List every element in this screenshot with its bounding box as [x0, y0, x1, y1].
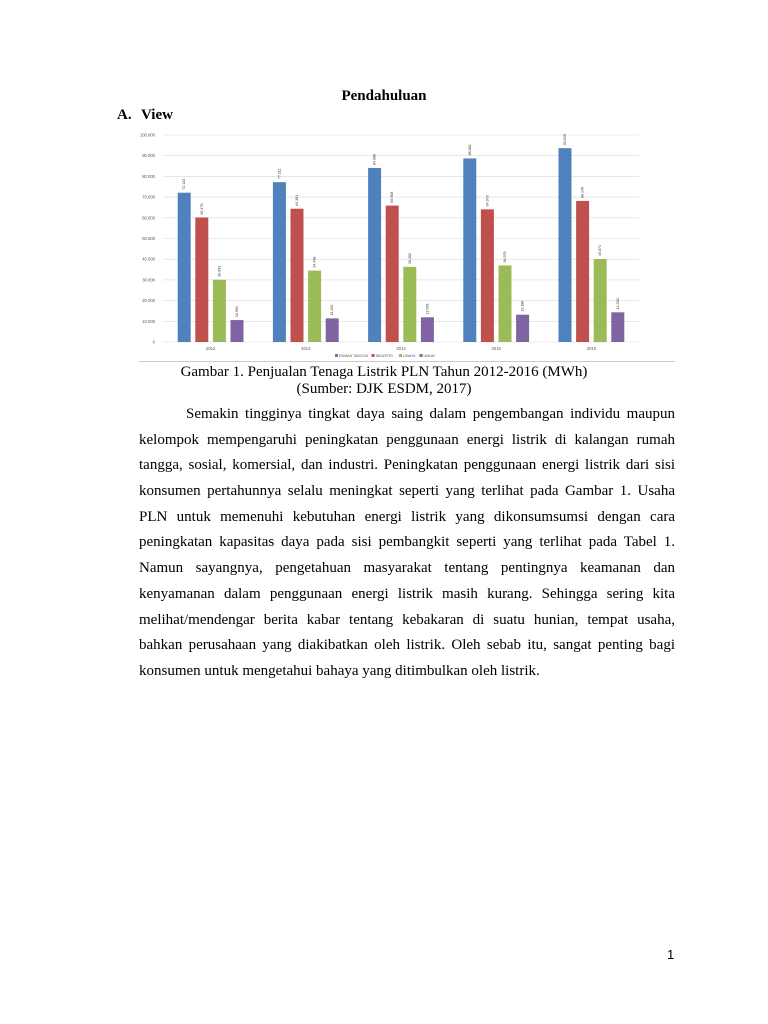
paragraph-line: Namun sayangnya, pengetahuan masyarakat tentang pentingnya keamanan dan [139, 560, 675, 577]
y-tick-label: 30.000 [142, 277, 155, 283]
data-label: 10.594 [235, 306, 239, 318]
y-tick-label: 80.000 [142, 173, 155, 179]
section-number: A. [117, 107, 132, 123]
data-label: 14.330 [615, 298, 620, 310]
chart-divider [139, 361, 675, 362]
data-label: 13.186 [520, 300, 525, 312]
bar-umum [611, 312, 624, 342]
paragraph-line: konsumen untuk mengetahui bahaya yang ditimbulkan oleh listrik. [139, 662, 540, 679]
legend-entry: RUMAH TANGGA [339, 354, 369, 358]
paragraph-line: Semakin tingginya tingkat daya saing dalam pengembangan individu maupun [186, 406, 675, 422]
y-tick-label: 20.000 [142, 298, 155, 304]
x-tick-label: 2012 [205, 346, 216, 351]
paragraph-line: bahkan perusahaan yang diakibatkan oleh listrik. Oleh sebab itu, sangat penting bagi [139, 637, 675, 654]
legend-swatch [399, 354, 402, 357]
y-tick-label: 90.000 [142, 153, 155, 159]
paragraph-line: PLN untuk memenuhi kebutuhan energi listrik yang dikonsumsumsi dengan cara [139, 508, 675, 525]
bar-rumah-tangga [178, 193, 191, 342]
x-tick-label: 2014 [396, 346, 406, 351]
x-tick-label: 2013 [301, 346, 311, 351]
data-label: 60.176 [199, 203, 204, 215]
sales-bar-chart [139, 128, 644, 362]
paragraph-line: konsumen pertahunnya selalu meningkat seperti yang terlihat pada Gambar 1. Usaha [139, 483, 675, 500]
paragraph-line: tangga, sosial, komersial, dan industri. Peningkatan penggunaan energi listrik dari sisi [139, 457, 675, 474]
figure-caption: Gambar 1. Penjualan Tenaga Listrik PLN Tahun 2012-2016 (MWh) [180, 364, 588, 380]
paragraph-line: kelompok mempengaruhi peningkatan penggunaan energi listrik di kalangan rumah [139, 431, 675, 448]
y-tick-label: 0 [152, 339, 155, 345]
legend-swatch [372, 354, 375, 357]
legend-entry: UMUM [423, 354, 435, 358]
page-number: 1 [667, 947, 675, 962]
bar-industri [386, 206, 399, 342]
data-label: 36.282 [407, 252, 412, 264]
bar-usaha [213, 280, 226, 342]
y-tick-label: 10.000 [142, 318, 155, 324]
section-label: View [141, 107, 173, 123]
bar-rumah-tangga [368, 168, 381, 342]
data-label: 68.145 [580, 186, 585, 198]
y-tick-label: 100.000 [139, 132, 155, 138]
bar-industri [291, 209, 304, 342]
figure-source: (Sumber: DJK ESDM, 2017) [296, 381, 472, 397]
data-label: 77.211 [277, 168, 282, 180]
legend-entry: USAHA [403, 354, 416, 358]
bar-umum [326, 318, 339, 342]
bar-usaha [499, 265, 512, 342]
bar-industri [481, 209, 494, 342]
legend-swatch [335, 354, 338, 357]
paragraph-line: melihat/mendengar berita kabar tentang kebakaran di suatu hunian, tempat usaha, [139, 611, 675, 628]
data-label: 72.133 [182, 178, 187, 190]
x-tick-label: 2015 [491, 346, 501, 351]
bar-industri [195, 217, 208, 342]
paragraph-line: peningkatan kapasitas daya pada sisi pembangkit seperti yang terlihat pada Tabel 1. [139, 534, 675, 551]
y-tick-label: 50.000 [142, 236, 155, 241]
data-label: 88.682 [467, 144, 472, 156]
data-label: 64.381 [295, 194, 299, 206]
data-label: 40.074 [598, 245, 603, 257]
bar-usaha [308, 271, 321, 342]
bar-rumah-tangga [273, 182, 286, 342]
data-label: 11.939 [425, 303, 430, 315]
y-tick-label: 70.000 [142, 194, 155, 200]
section-title [117, 107, 173, 124]
y-tick-label: 40.000 [142, 256, 155, 262]
paragraph-line: kenyamanan dalam penggunaan energi listrik masih kurang. Sehingga sering kita [139, 585, 675, 602]
bar-rumah-tangga [559, 148, 572, 342]
bar-umum [421, 317, 434, 342]
data-label: 64.079 [485, 195, 490, 207]
x-tick-label: 2016 [586, 346, 597, 351]
bar-rumah-tangga [463, 158, 476, 342]
data-label: 65.908 [390, 191, 395, 203]
body-paragraph [139, 402, 675, 685]
data-label: 30.093 [217, 265, 222, 277]
legend-entry: INDUSTRI [375, 354, 393, 358]
data-label: 11.402 [330, 304, 335, 316]
data-label: 34.498 [312, 256, 317, 268]
data-label: 93.635 [563, 134, 567, 146]
data-label: 36.978 [503, 251, 507, 263]
bar-usaha [403, 267, 416, 342]
legend-swatch [420, 354, 423, 357]
bar-usaha [594, 259, 607, 342]
data-label: 84.086 [372, 153, 377, 165]
bar-umum [516, 315, 529, 342]
bar-industri [576, 201, 589, 342]
y-tick-label: 60.000 [142, 215, 155, 221]
page-heading: Pendahuluan [341, 88, 427, 104]
bar-umum [231, 320, 244, 342]
